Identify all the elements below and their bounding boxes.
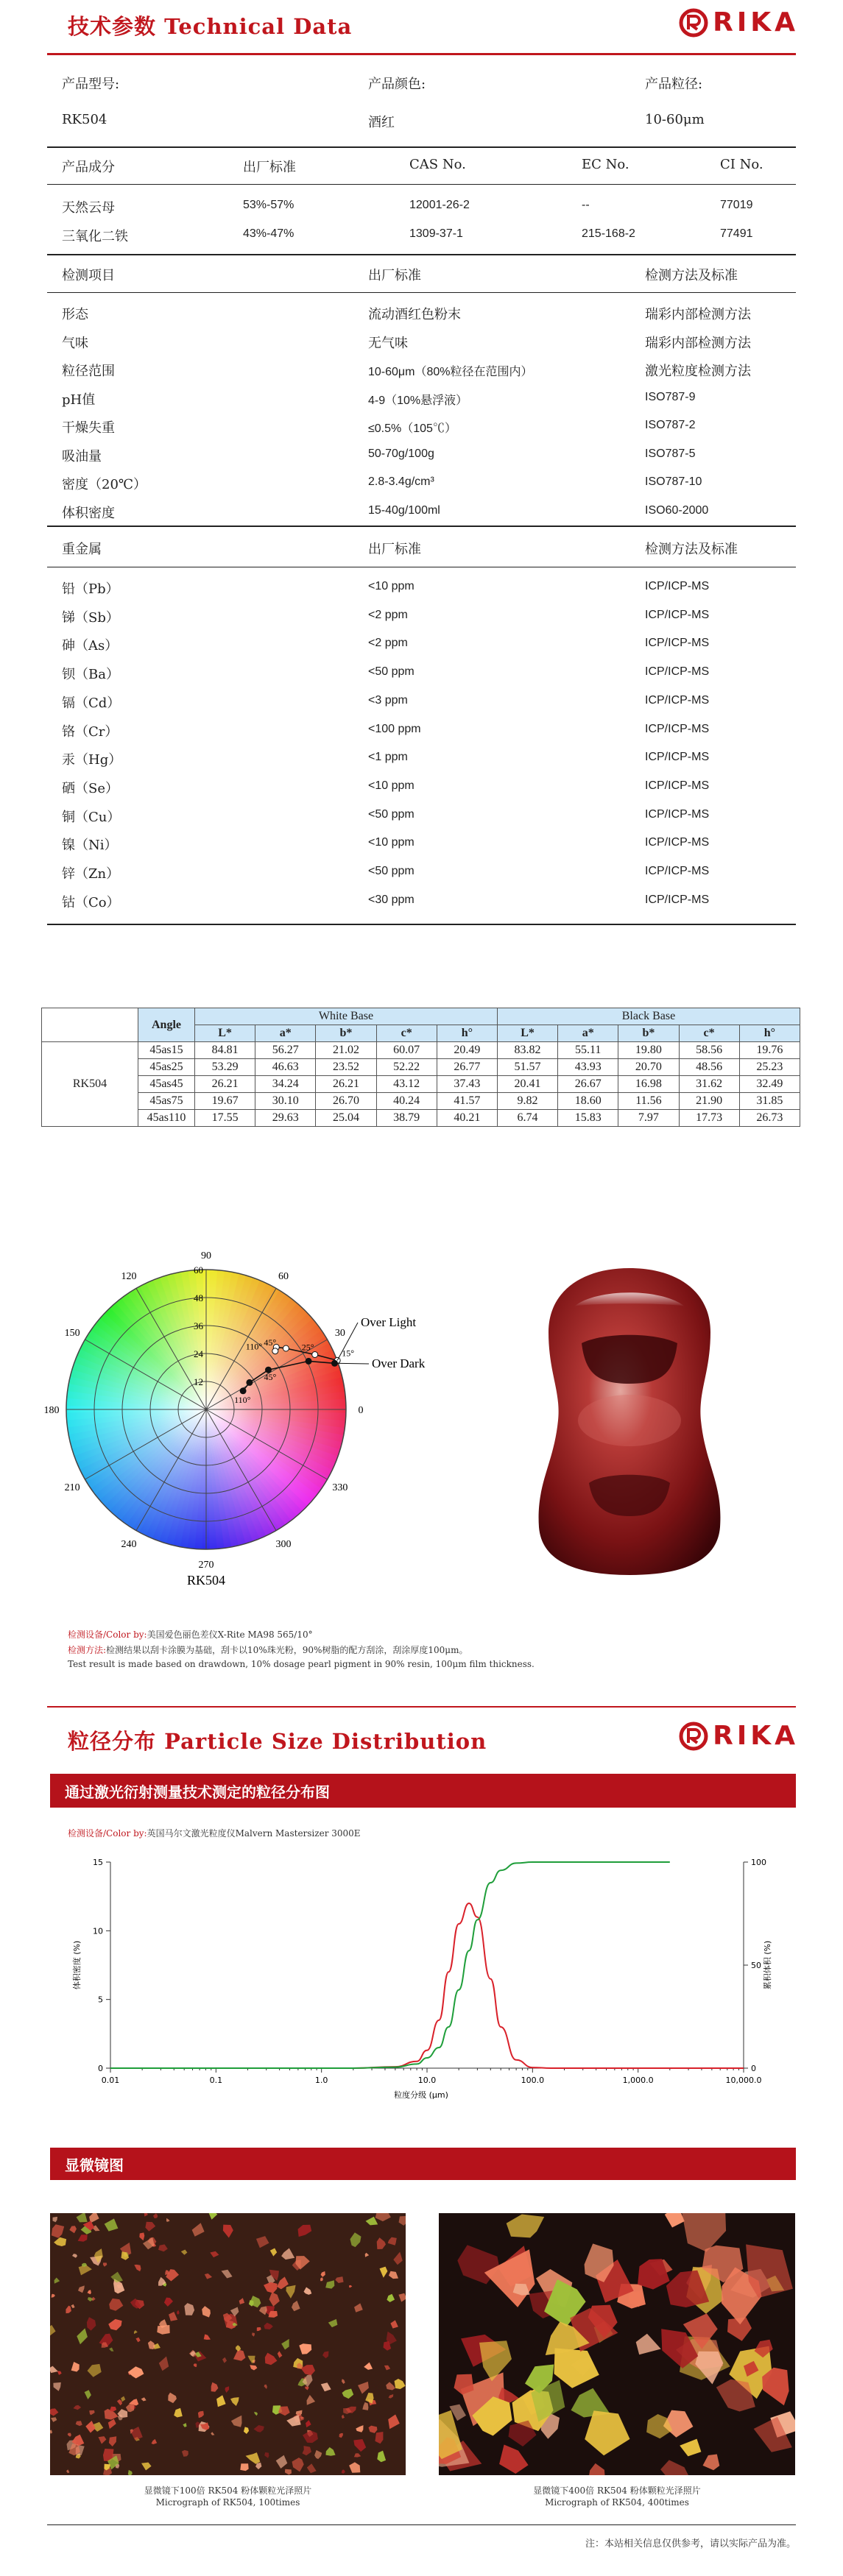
- sub-header-cell: a*: [558, 1025, 618, 1042]
- density-series-line: [110, 1903, 744, 2068]
- particle-size-chart: [44, 1847, 795, 2109]
- size-value: 10-60μm: [645, 112, 705, 127]
- color-row: [42, 1076, 800, 1093]
- radius-label: 12: [194, 1376, 203, 1387]
- test-item: 形态: [62, 307, 88, 322]
- value-cell: 25.23: [739, 1059, 800, 1076]
- metal-limit: <2 ppm: [368, 637, 408, 650]
- metal-name: 锑（Sb）: [62, 609, 119, 626]
- radius-label: 36: [194, 1320, 203, 1331]
- x-tick-label: 0.01: [101, 2076, 120, 2085]
- radius-label: 60: [194, 1264, 203, 1275]
- rika-logo-icon: [679, 8, 708, 38]
- test-item: pH值: [62, 392, 96, 408]
- test-method: ISO60-2000: [645, 503, 709, 517]
- x-axis-label: 粒度分级 (μm): [394, 2090, 448, 2100]
- col-header: CAS No.: [409, 157, 466, 172]
- micrograph-400x-image: [439, 2213, 795, 2475]
- metal-name: 铬（Cr）: [62, 723, 119, 740]
- angle-point: [240, 1388, 246, 1394]
- micrograph-400x-caption: 显微镜下400倍 RK504 粉体颗粒光泽照片 Micrograph of RK504, 400times: [533, 2485, 701, 2508]
- metal-limit: <3 ppm: [368, 693, 408, 707]
- test-item: 密度（20℃）: [62, 477, 147, 492]
- angle-point: [306, 1358, 311, 1364]
- metal-limit: <50 ppm: [368, 807, 415, 821]
- sub-header-cell: c*: [679, 1025, 739, 1042]
- angle-cell: 45as25: [138, 1059, 195, 1076]
- sub-header-cell: h°: [437, 1025, 497, 1042]
- value-cell: 20.41: [497, 1076, 557, 1093]
- test-method: ISO787-10: [645, 475, 702, 488]
- angle-label: 90: [201, 1251, 211, 1262]
- color-label: 产品颜色:: [368, 77, 426, 92]
- color-rows: [42, 1042, 800, 1127]
- value-cell: 6.74: [497, 1110, 557, 1127]
- method-note: 检测方法:检测结果以刮卡涂膜为基础，刮卡以10%珠光粉，90%树脂的配方刮涂，刮涂厚度100μm。: [68, 1645, 468, 1655]
- angle-cell: 45as75: [138, 1093, 195, 1110]
- test-standard: 10-60μm（80%粒径在范围内）: [368, 366, 533, 378]
- metal-name: 钴（Co）: [62, 894, 120, 910]
- leader-line: [335, 1363, 370, 1364]
- value-cell: 58.56: [679, 1042, 739, 1059]
- angle-label: 180: [44, 1405, 60, 1416]
- angle-cell: 45as15: [138, 1042, 195, 1059]
- method-note-english: Test result is made based on drawdown, 10% dosage pearl pigment in 90% resin, 100μm film thickness.: [68, 1659, 535, 1669]
- metal-limit: <2 ppm: [368, 608, 408, 621]
- y-axis-right-label: 累积体积 (%): [763, 1940, 772, 1990]
- black-base-header: Black Base: [497, 1008, 800, 1025]
- metal-limit: <10 ppm: [368, 779, 415, 792]
- col-header: 出厂标准: [243, 160, 296, 175]
- y2-tick-label: 100: [751, 1858, 766, 1867]
- value-cell: 26.67: [558, 1076, 618, 1093]
- car-sample-image: [530, 1262, 729, 1579]
- angle-label: 330: [332, 1482, 348, 1493]
- point-label: 45°: [264, 1337, 277, 1348]
- value-cell: 7.97: [618, 1110, 679, 1127]
- value-cell: 43.12: [376, 1076, 437, 1093]
- value-cell: 56.27: [255, 1042, 316, 1059]
- metal-method: ICP/ICP-MS: [645, 693, 710, 707]
- test-item: 体积密度: [62, 505, 115, 521]
- over-light-label: Over Light: [361, 1315, 417, 1329]
- value-cell: 17.73: [679, 1110, 739, 1127]
- angle-point: [283, 1345, 289, 1351]
- test-standard: 15-40g/100ml: [368, 503, 440, 517]
- metal-limit: <1 ppm: [368, 751, 408, 764]
- value-cell: 21.90: [679, 1093, 739, 1110]
- value-cell: 30.10: [255, 1093, 316, 1110]
- metal-method: ICP/ICP-MS: [645, 751, 710, 764]
- value-cell: 40.24: [376, 1093, 437, 1110]
- metal-limit: <100 ppm: [368, 722, 421, 735]
- divider: [47, 292, 796, 293]
- brand-name: RIKA: [713, 7, 799, 38]
- test-standard: 4-9（10%悬浮液）: [368, 394, 468, 407]
- value-cell: 31.85: [739, 1093, 800, 1110]
- value-cell: 20.49: [437, 1042, 497, 1059]
- value-cell: 32.49: [739, 1076, 800, 1093]
- micrograph-100x-image: [50, 2213, 406, 2475]
- psd-section-bar: 通过激光衍射测量技术测定的粒径分布图: [50, 1774, 796, 1808]
- value-cell: 34.24: [255, 1076, 316, 1093]
- y-tick-label: 10: [93, 1926, 103, 1936]
- test-standard: 流动酒红色粉末: [368, 307, 461, 322]
- brand-name: RIKA: [713, 1721, 799, 1751]
- value-cell: 26.77: [437, 1059, 497, 1076]
- white-base-header: White Base: [195, 1008, 498, 1025]
- color-row: [42, 1042, 800, 1059]
- col-header: 产品成分: [62, 160, 115, 175]
- metal-name: 铅（Pb）: [62, 581, 119, 597]
- value-cell: 37.43: [437, 1076, 497, 1093]
- composition-cell: 天然云母: [62, 200, 115, 216]
- col-header: EC No.: [582, 157, 629, 172]
- angle-label: 120: [121, 1271, 137, 1283]
- product-cell: RK504: [42, 1042, 138, 1127]
- value-cell: 41.57: [437, 1093, 497, 1110]
- angle-label: 210: [64, 1482, 80, 1493]
- composition-cell: 215-168-2: [582, 227, 635, 240]
- color-wheel: [44, 1251, 456, 1597]
- corner-cell: [42, 1008, 138, 1042]
- value-cell: 60.07: [376, 1042, 437, 1059]
- value-cell: 25.04: [316, 1110, 376, 1127]
- divider: [47, 254, 796, 255]
- y-tick-label: 5: [98, 1995, 103, 2005]
- section-rule: [47, 1706, 796, 1708]
- value-cell: 17.55: [195, 1110, 255, 1127]
- divider: [47, 924, 796, 925]
- micrograph-100x-caption: 显微镜下100倍 RK504 粉体颗粒光泽照片 Micrograph of RK504, 100times: [144, 2485, 312, 2508]
- y-axis-left-label: 体积密度 (%): [72, 1940, 82, 1990]
- page-title: 技术参数 Technical Data: [68, 14, 353, 39]
- sub-header-cell: b*: [618, 1025, 679, 1042]
- col-header: 重金属: [62, 542, 102, 557]
- metal-name: 镉（Cd）: [62, 695, 121, 711]
- metal-name: 铜（Cu）: [62, 809, 121, 825]
- divider: [47, 526, 796, 527]
- test-method: ISO787-9: [645, 390, 696, 403]
- color-data-table: [41, 1008, 800, 1127]
- y-tick-label: 15: [93, 1858, 103, 1867]
- metal-method: ICP/ICP-MS: [645, 807, 710, 821]
- metal-limit: <50 ppm: [368, 865, 415, 877]
- sub-header-cell: a*: [255, 1025, 316, 1042]
- value-cell: 38.79: [376, 1110, 437, 1127]
- color-row: [42, 1059, 800, 1076]
- microscope-section-bar: 显微镜图: [50, 2148, 796, 2180]
- point-label: 110°: [234, 1394, 251, 1405]
- model-value: RK504: [62, 112, 107, 127]
- sub-header-cell: h°: [739, 1025, 800, 1042]
- metal-limit: <30 ppm: [368, 893, 415, 906]
- composition-cell: 77491: [720, 227, 753, 240]
- point-label: 25°: [301, 1342, 314, 1353]
- x-tick-label: 100.0: [521, 2076, 545, 2085]
- metal-method: ICP/ICP-MS: [645, 893, 710, 906]
- value-cell: 43.93: [558, 1059, 618, 1076]
- size-label: 产品粒径:: [645, 77, 703, 92]
- angle-label: 240: [121, 1538, 137, 1550]
- angle-point: [272, 1348, 278, 1354]
- x-tick-label: 1.0: [314, 2076, 328, 2085]
- test-standard: 2.8-3.4g/cm³: [368, 475, 434, 488]
- col-header: 检测项目: [62, 268, 115, 283]
- psd-title: 粒径分布 Particle Size Distribution: [68, 1729, 487, 1754]
- chart-series: [110, 1862, 744, 2068]
- y2-tick-label: 50: [751, 1961, 761, 1970]
- particle-flake: [157, 2325, 169, 2335]
- device-note: 检测设备/Color by:美国爱色丽色差仪X-Rite MA98 565/10°: [68, 1630, 313, 1640]
- angle-label: 0: [358, 1405, 364, 1416]
- test-method: 激光粒度检测方法: [645, 364, 751, 379]
- metal-name: 镍（Ni）: [62, 838, 118, 854]
- value-cell: 48.56: [679, 1059, 739, 1076]
- value-cell: 19.76: [739, 1042, 800, 1059]
- value-cell: 16.98: [618, 1076, 679, 1093]
- angle-label: 30: [334, 1328, 345, 1339]
- sub-header-cell: c*: [376, 1025, 437, 1042]
- angle-label: 60: [278, 1271, 289, 1283]
- sub-header-cell: L*: [195, 1025, 255, 1042]
- angle-point: [247, 1379, 253, 1385]
- color-value: 酒红: [368, 115, 395, 130]
- angle-cell: 45as45: [138, 1076, 195, 1093]
- metal-method: ICP/ICP-MS: [645, 608, 710, 621]
- y2-tick-label: 0: [751, 2064, 756, 2073]
- footnote: 注：本站相关信息仅供参考，请以实际产品为准。: [585, 2538, 796, 2550]
- divider: [47, 184, 796, 185]
- test-method: 瑞彩内部检测方法: [645, 335, 751, 351]
- value-cell: 15.83: [558, 1110, 618, 1127]
- composition-cell: --: [582, 199, 590, 211]
- metal-method: ICP/ICP-MS: [645, 580, 710, 592]
- point-label: 15°: [342, 1348, 355, 1359]
- x-tick-label: 0.1: [209, 2076, 223, 2085]
- test-method: ISO787-5: [645, 447, 696, 460]
- composition-cell: 三氧化二铁: [62, 229, 128, 244]
- over-dark-label: Over Dark: [372, 1356, 426, 1370]
- angle-label: 300: [275, 1538, 292, 1550]
- divider: [47, 2524, 796, 2525]
- metal-name: 钡（Ba）: [62, 667, 119, 683]
- test-item: 气味: [62, 335, 88, 351]
- sub-header-cell: b*: [316, 1025, 376, 1042]
- angle-label: 150: [64, 1328, 80, 1339]
- col-header: 出厂标准: [368, 542, 421, 557]
- x-tick-label: 10,000.0: [725, 2076, 762, 2085]
- test-item: 吸油量: [62, 448, 102, 464]
- angle-point: [312, 1352, 318, 1358]
- chart-axes: [93, 1858, 766, 2085]
- composition-cell: 12001-26-2: [409, 199, 470, 211]
- value-cell: 31.62: [679, 1076, 739, 1093]
- radius-label: 24: [194, 1348, 203, 1359]
- value-cell: 26.21: [316, 1076, 376, 1093]
- test-item: 干燥失重: [62, 420, 115, 436]
- metal-method: ICP/ICP-MS: [645, 836, 710, 849]
- angle-header: Angle: [138, 1008, 195, 1042]
- angle-cell: 45as110: [138, 1110, 195, 1127]
- angle-label: 270: [198, 1560, 214, 1571]
- value-cell: 29.63: [255, 1110, 316, 1127]
- value-cell: 19.80: [618, 1042, 679, 1059]
- value-cell: 83.82: [497, 1042, 557, 1059]
- value-cell: 55.11: [558, 1042, 618, 1059]
- divider: [47, 146, 796, 148]
- composition-cell: 77019: [720, 199, 753, 211]
- col-header: 检测方法及标准: [645, 542, 738, 557]
- metal-method: ICP/ICP-MS: [645, 865, 710, 877]
- brand-logo: [679, 1721, 799, 1751]
- metal-limit: <10 ppm: [368, 836, 415, 849]
- y-tick-label: 0: [98, 2064, 103, 2073]
- value-cell: 51.57: [497, 1059, 557, 1076]
- composition-cell: 53%-57%: [243, 199, 294, 211]
- value-cell: 26.21: [195, 1076, 255, 1093]
- value-cell: 21.02: [316, 1042, 376, 1059]
- metal-method: ICP/ICP-MS: [645, 722, 710, 735]
- point-label: 45°: [264, 1372, 277, 1383]
- test-method: 瑞彩内部检测方法: [645, 307, 751, 322]
- rika-logo-icon: [679, 1722, 708, 1751]
- metal-name: 锌（Zn）: [62, 866, 120, 882]
- metal-method: ICP/ICP-MS: [645, 779, 710, 792]
- value-cell: 9.82: [497, 1093, 557, 1110]
- value-cell: 53.29: [195, 1059, 255, 1076]
- metal-name: 砷（As）: [62, 638, 119, 654]
- psd-device-note: 检测设备/Color by:英国马尔文激光粒度仪Malvern Mastersizer 3000E: [68, 1828, 361, 1839]
- metal-method: ICP/ICP-MS: [645, 665, 710, 679]
- point-label: 110°: [245, 1341, 263, 1352]
- value-cell: 46.63: [255, 1059, 316, 1076]
- metal-method: ICP/ICP-MS: [645, 637, 710, 650]
- metal-name: 硒（Se）: [62, 780, 119, 796]
- value-cell: 26.70: [316, 1093, 376, 1110]
- col-header: 检测方法及标准: [645, 268, 738, 283]
- col-header: CI No.: [720, 157, 763, 172]
- metal-name: 汞（Hg）: [62, 752, 122, 768]
- x-tick-label: 1,000.0: [622, 2076, 654, 2085]
- model-label: 产品型号:: [62, 77, 120, 92]
- test-standard: 50-70g/100g: [368, 447, 434, 460]
- x-tick-label: 10.0: [417, 2076, 437, 2085]
- value-cell: 11.56: [618, 1093, 679, 1110]
- test-method: ISO787-2: [645, 419, 696, 431]
- color-row: [42, 1093, 800, 1110]
- wheel-caption: RK504: [186, 1573, 226, 1588]
- test-standard: 无气味: [368, 335, 408, 351]
- sub-header-cell: L*: [497, 1025, 557, 1042]
- value-cell: 19.67: [195, 1093, 255, 1110]
- cumulative-series-line: [110, 1862, 670, 2068]
- value-cell: 84.81: [195, 1042, 255, 1059]
- col-header: 出厂标准: [368, 268, 421, 283]
- metal-limit: <10 ppm: [368, 580, 415, 592]
- value-cell: 52.22: [376, 1059, 437, 1076]
- value-cell: 40.21: [437, 1110, 497, 1127]
- metal-limit: <50 ppm: [368, 665, 415, 679]
- color-row: [42, 1110, 800, 1127]
- value-cell: 18.60: [558, 1093, 618, 1110]
- value-cell: 23.52: [316, 1059, 376, 1076]
- value-cell: 26.73: [739, 1110, 800, 1127]
- value-cell: 20.70: [618, 1059, 679, 1076]
- test-standard: ≤0.5%（105℃）: [368, 422, 456, 435]
- composition-cell: 1309-37-1: [409, 227, 463, 240]
- brand-logo: [679, 7, 799, 38]
- radius-label: 48: [194, 1292, 203, 1303]
- test-item: 粒径范围: [62, 364, 115, 379]
- header-rule: [47, 53, 796, 55]
- composition-cell: 43%-47%: [243, 227, 294, 240]
